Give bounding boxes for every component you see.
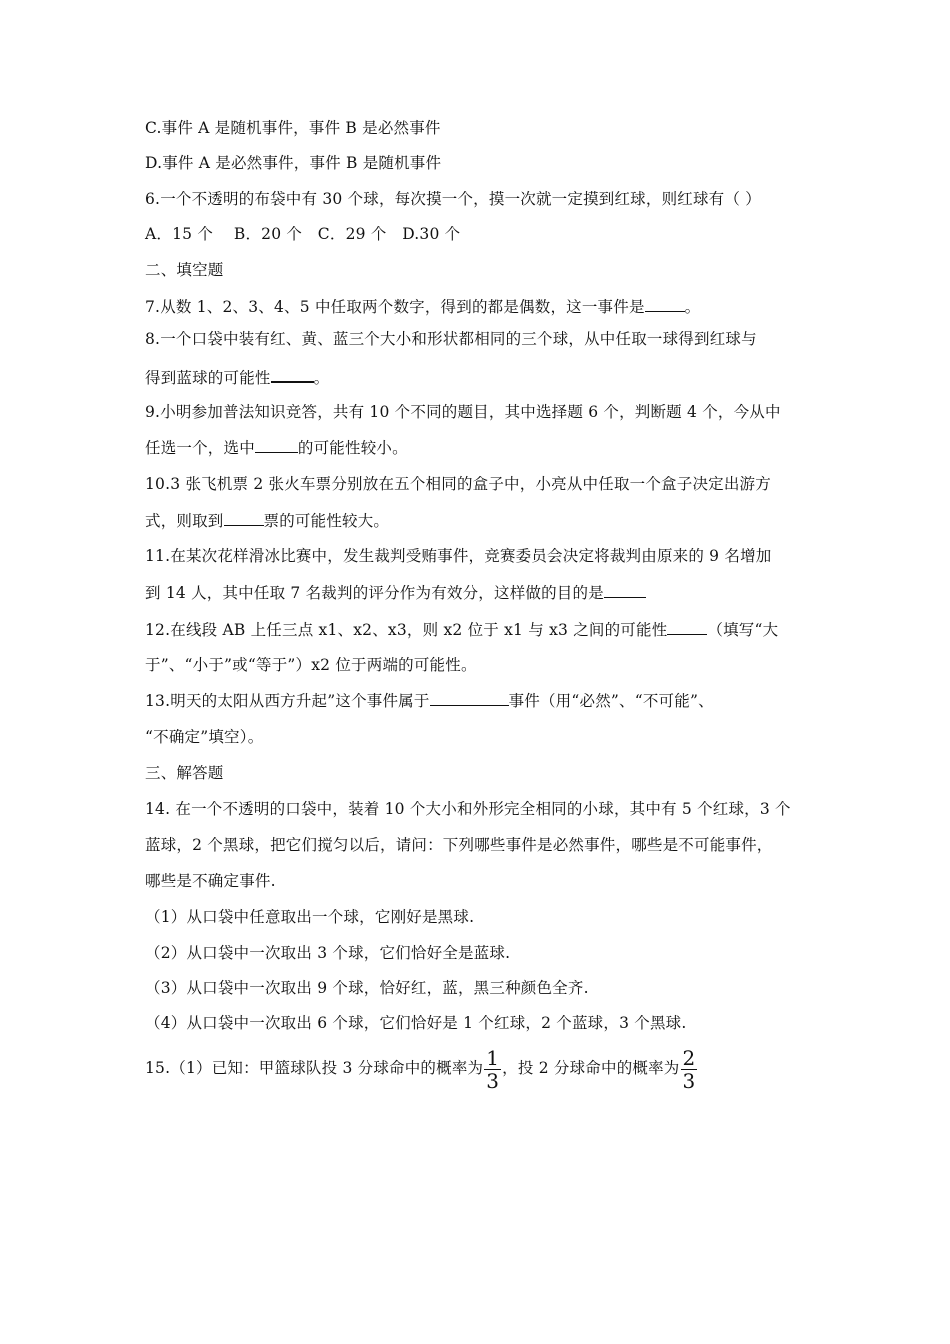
question-13-text: 13.明天的太阳从西方升起”这个事件属于 <box>145 692 430 710</box>
question-12-hint: （填写“大 <box>707 621 779 639</box>
option-c <box>145 118 441 138</box>
question-15-text-2: ，投 2 分球命中的概率为 <box>502 1059 680 1077</box>
question-11-text: 11.在某次花样滑冰比赛中，发生裁判受贿事件，竞赛委员会决定将裁判由原来的 9 名增加 <box>145 547 772 565</box>
question-9-cont-text: 任选一个，选中 <box>145 439 255 457</box>
question-7-text: 7.从数 1、2、3、4、5 中任取两个数字，得到的都是偶数，这一事件是 <box>145 298 645 316</box>
question-10-cont <box>145 510 389 531</box>
question-14-part-4 <box>145 1013 687 1033</box>
question-8-end: 。 <box>313 369 330 387</box>
question-14-part-1-text: （1）从口袋中任意取出一个球，它刚好是黑球. <box>145 908 475 926</box>
option-d <box>145 153 441 173</box>
section-fill-in-text: 二、填空题 <box>145 261 224 279</box>
section-fill-in-title <box>145 260 224 280</box>
question-6-options-text: A．15 个 B．20 个 C．29 个 D.30 个 <box>145 225 461 243</box>
question-13 <box>145 690 714 711</box>
question-12-cont-text: 于”、“小于”或“等于”）x2 位于两端的可能性。 <box>145 656 477 674</box>
answer-blank <box>667 619 707 635</box>
question-12-cont <box>145 655 477 675</box>
question-14-part-4-text: （4）从口袋中一次取出 6 个球，它们恰好是 1 个红球，2 个蓝球，3 个黑球. <box>145 1014 687 1032</box>
question-14-text: 14. 在一个不透明的口袋中，装着 10 个大小和外形完全相同的小球，其中有 5 个红球，3 个 <box>145 800 791 818</box>
question-14-part-2-text: （2）从口袋中一次取出 3 个球，它们恰好全是蓝球. <box>145 944 511 962</box>
question-9-text: 9.小明参加普法知识竞答，共有 10 个不同的题目，其中选择题 6 个，判断题 4 个，今从中 <box>145 403 781 421</box>
question-6-options <box>145 224 460 244</box>
question-9-end: 的可能性较小。 <box>297 439 408 457</box>
question-11-cont-text: 到 14 人，其中任取 7 名裁判的评分作为有效分，这样做的目的是 <box>145 584 604 602</box>
question-11 <box>145 546 771 566</box>
question-14-cont-1-text: 蓝球，2 个黑球，把它们搅匀以后，请问：下列哪些事件是必然事件，哪些是不可能事件， <box>145 836 773 854</box>
question-10-cont-text: 式，则取到 <box>145 512 224 530</box>
question-14-part-3-text: （3）从口袋中一次取出 9 个球，恰好红，蓝，黑三种颜色全齐. <box>145 979 589 997</box>
answer-blank <box>255 437 298 453</box>
question-15 <box>145 1044 698 1092</box>
question-6 <box>145 189 761 209</box>
question-13-hint: 事件（用“必然”、“不可能”、 <box>508 692 714 710</box>
answer-blank <box>604 582 646 598</box>
question-14-cont-2 <box>145 871 276 891</box>
question-7 <box>145 296 700 317</box>
question-14-part-3 <box>145 978 589 998</box>
section-answer-text: 三、解答题 <box>145 764 224 782</box>
question-10-end: 票的可能性较大。 <box>263 512 390 530</box>
question-8-text: 8.一个口袋中装有红、黄、蓝三个大小和形状都相同的三个球，从中任取一球得到红球与 <box>145 330 757 348</box>
question-8-cont-text: 得到蓝球的可能性 <box>145 369 271 387</box>
option-c-text: C.事件 A 是随机事件，事件 B 是必然事件 <box>145 119 441 137</box>
question-14 <box>145 799 791 819</box>
fraction-two-thirds <box>681 1047 698 1092</box>
option-d-text: D.事件 A 是必然事件，事件 B 是随机事件 <box>145 154 442 172</box>
answer-blank <box>271 366 314 383</box>
question-14-part-1 <box>145 907 474 927</box>
question-12 <box>145 619 778 640</box>
question-15-text: 15.（1）已知：甲篮球队投 3 分球命中的概率为 <box>145 1059 484 1077</box>
answer-blank <box>430 690 509 706</box>
section-answer-title <box>145 763 224 783</box>
question-13-cont <box>145 727 263 747</box>
question-9 <box>145 402 781 422</box>
answer-blank <box>645 296 685 312</box>
fraction-denominator: 3 <box>486 1068 500 1093</box>
fraction-numerator: 1 <box>486 1045 500 1070</box>
question-8 <box>145 329 757 349</box>
question-14-cont-1 <box>145 835 773 855</box>
answer-blank <box>224 510 264 526</box>
question-14-cont-2-text: 哪些是不确定事件. <box>145 872 276 890</box>
fraction-numerator: 2 <box>682 1045 696 1070</box>
question-6-text: 6.一个不透明的布袋中有 30 个球，每次摸一个，摸一次就一定摸到红球，则红球有（ ） <box>145 190 761 208</box>
question-8-cont <box>145 366 329 388</box>
question-7-end: 。 <box>684 298 701 316</box>
question-12-text: 12.在线段 AB 上任三点 x1、x2、x3，则 x2 位于 x1 与 x3 之间的可能性 <box>145 621 668 639</box>
question-13-cont-text: “不确定”填空）。 <box>145 728 264 746</box>
question-10 <box>145 474 771 494</box>
fraction-one-third <box>484 1047 501 1092</box>
question-10-text: 10.3 张飞机票 2 张火车票分别放在五个相同的盒子中，小亮从中任取一个盒子决定出游方 <box>145 475 771 493</box>
question-11-cont <box>145 582 646 603</box>
fraction-denominator: 3 <box>682 1068 696 1093</box>
question-9-cont <box>145 437 408 458</box>
question-14-part-2 <box>145 943 510 963</box>
